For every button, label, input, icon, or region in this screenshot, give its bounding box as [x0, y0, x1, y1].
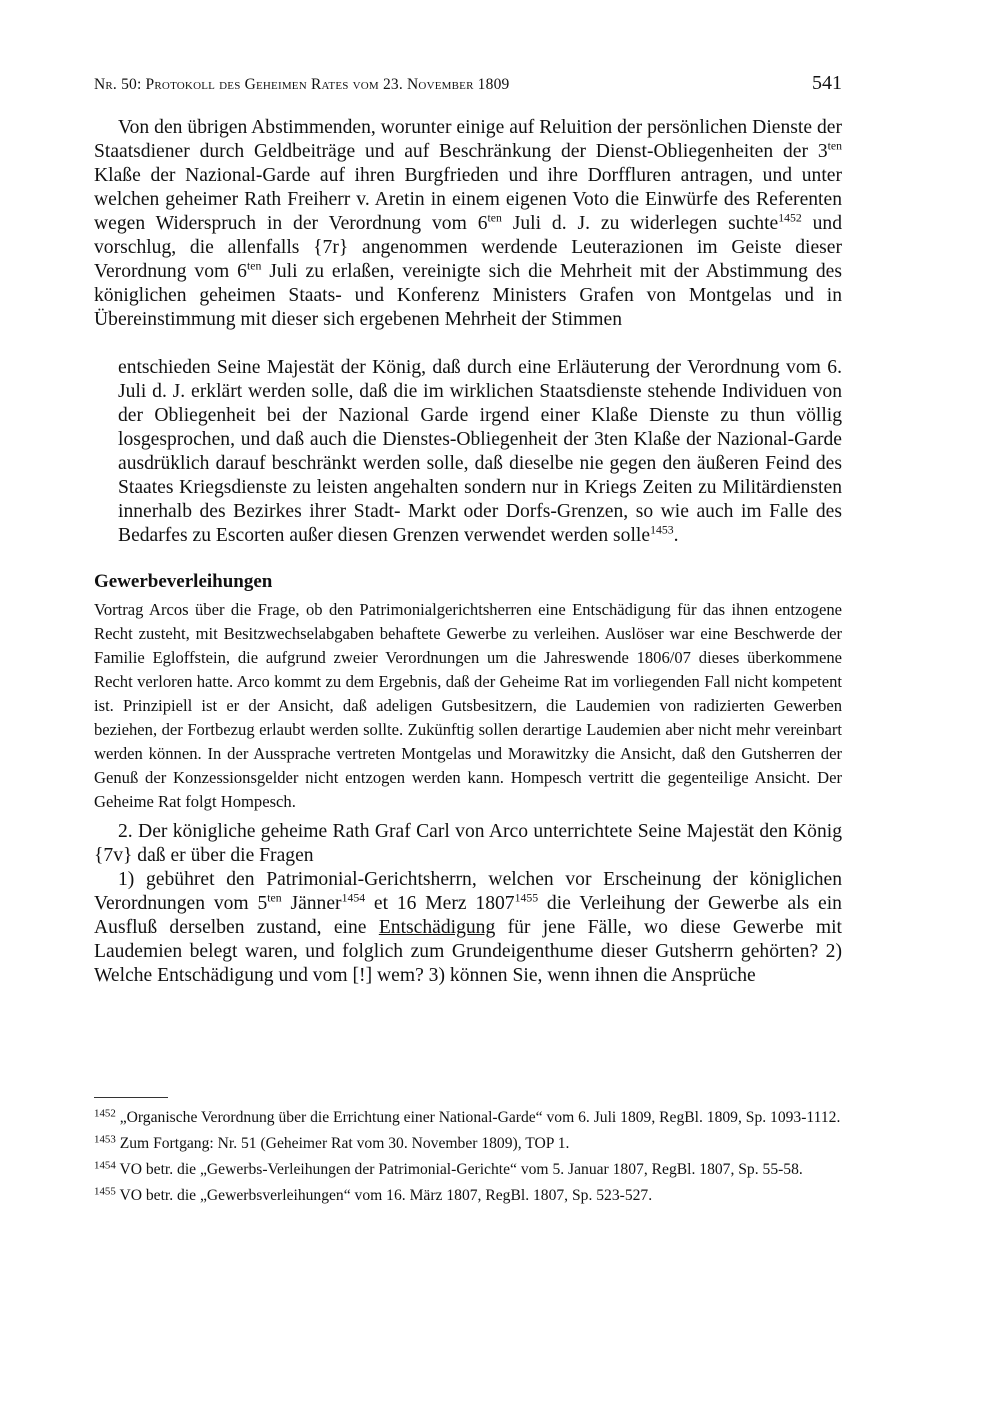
section-heading: Gewerbeverleihungen — [94, 571, 273, 592]
footnote-1452: $^{1452}$ „Organische Verordnung über die Errichtung einer National-Garde“ vom 6. Juli 1809, RegBl. 1809, Sp. 1093-1112. — [94, 1107, 841, 1126]
page-header — [94, 72, 842, 100]
paragraph-decision: entschieden Seine Majestät der König, daß durch eine Erläuterung der Verordnung vom 6. Juli d. J. erklärt werden solle, daß die im wirklichen Staatsdienste stehende Individuen von der Obliegenheit bei der Nazional Garde irgend einer Klaße Dienste zu thun völlig losgesprochen, und daß auch die Dienstes-Obliegenheit der 3ten Klaße der Nazional-Garde ausdrüklich darauf beschränkt werden solle, daß dieselbe nie gegen den äußeren Feind des Staates Kriegsdienste zu leisten angehalten sondern nur in Kriegs Zeiten zu Militärdiensten innerhalb des Bezirkes ihrer Stadt- Markt oder Dorfs-Grenzen, so wie auch im Falle des Bedarfes zu Escorten außer diesen Grenzen verwendet werden solle$^{1453}$. — [118, 357, 842, 546]
footnote-ref-1453[interactable]: 1453 — [650, 523, 674, 537]
footnote-1454: $^{1454}$ VO betr. die „Gewerbs-Verleihungen der Patrimonial-Gerichte“ vom 5. Januar 1807, RegBl. 1807, Sp. 55-58. — [94, 1159, 803, 1178]
running-head: Nr. 50: Protokoll des Geheimen Rates vom 23. November 1809 — [94, 76, 510, 93]
footnote-ref-1454[interactable]: 1454 — [341, 891, 366, 905]
footnote-divider — [94, 1097, 168, 1098]
footnote-1453: $^{1453}$ Zum Fortgang: Nr. 51 (Geheimer Rat vom 30. November 1809), TOP 1. — [94, 1133, 570, 1152]
page-number: 541 — [812, 72, 842, 94]
footnote-ref-1452[interactable]: 1452 — [778, 211, 802, 225]
main-text — [94, 116, 842, 988]
footnote-1455: $^{1455}$ VO betr. die „Gewerbsverleihungen“ vom 16. März 1807, RegBl. 1807, Sp. 523-527. — [94, 1185, 653, 1204]
paragraph-report: 2. Der königliche geheime Rath Graf Carl von Arco unterrichtete Seine Majestät den König {7v} daß er über die Fragen — [94, 821, 842, 866]
footnotes — [94, 1106, 842, 1210]
paragraph-questions: 1) gebühret den Patrimonial-Gerichtsherrn, welchen vor Erscheinung der königlichen Verordnungen vom $5^{ten}$ Jänner$^{1454}$ et 16 Merz $1807^{1455}$ die Verleihung der Gewerbe als ein Ausfluß derselben zustand, eine Entschädigung für jene Fälle, wo diese Gewerbe mit Laudemien belegt waren, und folglich zum Grundeigenthume dieser Gutsherrn gehörten? 2) Welche Entschädigung und vom [!] wem? 3) können Sie, wenn ihnen die Ansprüche — [94, 869, 842, 986]
paragraph-voting: Von den übrigen Abstimmenden, worunter einige auf Reluition der persönlichen Dienste der Staatsdiener durch Geldbeiträge und auf Beschränkung der Dienst-Obliegenheiten der $3^{ten}$ Klaße der Nazional-Garde auf ihren Burgfrieden und ihre Dorffluren antragen, und unter welchen geheimer Rath Freiherr v. Aretin in einem eigenen Voto die Einwürfe des Referenten wegen Widerspruch in der Verordnung vom $6^{ten}$ Juli d. J. zu widerlegen suchte$^{1452}$ und vorschlug, die allenfalls {7r} angenommen werdende Leuterazionen im Geiste dieser Verordnung vom $6^{ten}$ Juli zu erlaßen, vereinigte sich die Mehrheit mit der Abstimmung des königlichen geheimen Staats- und Konferenz Ministers Grafen von Montgelas und in Übereinstimmung mit dieser sich ergebenen Mehrheit der Stimmen — [94, 117, 843, 330]
underlined-word: Entschädigung — [378, 917, 496, 938]
footnote-ref-1455[interactable]: 1455 — [514, 891, 539, 905]
section-summary: Vortrag Arcos über die Frage, ob den Patrimonialgerichtsherren eine Entschädigung für das ihnen entzogene Recht zusteht, mit Besitzwechselabgaben behaftete Gewerbe zu verleihen. Auslöser war eine Beschwerde der Familie Egloffstein, die aufgrund zweier Verordnungen um die Jahreswende 1806/07 dieses überkommene Recht verloren hatte. Arco kommt zu dem Ergebnis, daß der Geheime Rat im vorliegenden Fall nicht kompetent ist. Prinzipiell ist er der Ansicht, daß adeligen Gutsbesitzern, die Laudemien von radizierten Gewerben beziehen, der Fortbezug erlaubt werden sollte. Zukünftig sollen derartige Laudemien aber nicht mehr vereinbart werden können. In der Aussprache vertreten Montgelas und Morawitzky die Ansicht, daß den Gutsherren der Genuß der Konzessionsgelder nicht entzogen werden kann. Hompesch vertritt die gegenteilige Ansicht. Der Geheime Rat folgt Hompesch. — [94, 600, 842, 811]
